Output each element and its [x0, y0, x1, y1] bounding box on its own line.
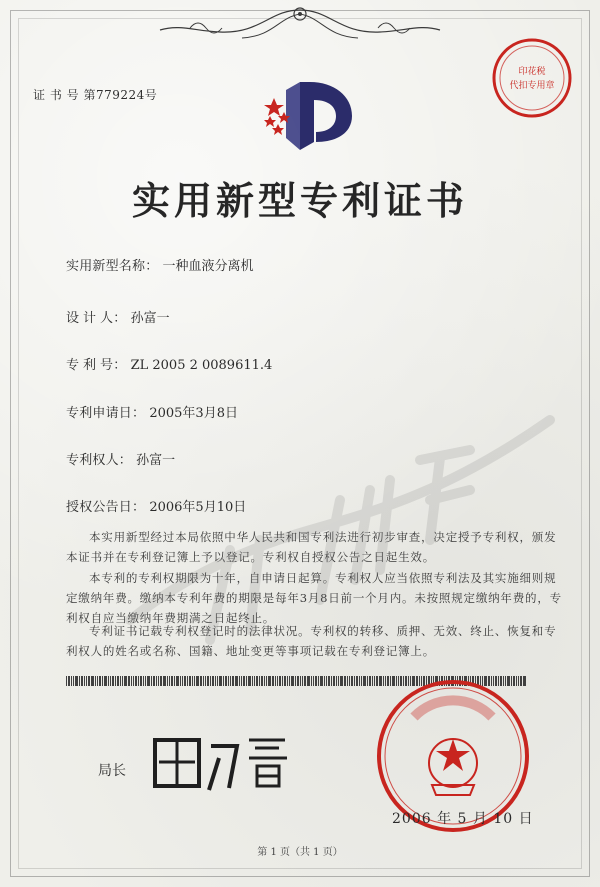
barcode-bar — [75, 676, 78, 686]
barcode-bar — [359, 676, 360, 686]
field-label: 专利申请日： — [66, 405, 146, 420]
barcode-bar — [217, 676, 218, 686]
barcode-bar — [338, 676, 339, 686]
barcode-bar — [356, 676, 358, 686]
barcode-bar — [167, 676, 168, 686]
barcode-bar — [302, 676, 303, 686]
barcode-bar — [328, 676, 330, 686]
barcode-bar — [117, 676, 119, 686]
barcode-bar — [256, 676, 258, 686]
barcode-bar — [174, 676, 175, 686]
barcode-bar — [326, 676, 327, 686]
barcode-bar — [279, 676, 281, 686]
field-value: 2006年5月10日 — [149, 500, 247, 515]
barcode-bar — [133, 676, 134, 686]
barcode-bar — [275, 676, 276, 686]
barcode-bar — [81, 676, 83, 686]
barcode-bar — [99, 676, 101, 686]
barcode-bar — [347, 676, 348, 686]
barcode-bar — [324, 676, 325, 686]
barcode-bar — [203, 676, 204, 686]
field-value: 孙富一 — [136, 453, 176, 468]
barcode-bar — [223, 676, 224, 686]
barcode-bar — [187, 676, 188, 686]
barcode-bar — [145, 676, 146, 686]
barcode-bar — [147, 676, 150, 686]
paragraph-legal-status: 专利证书记载专利权登记时的法律状况。专利权的转移、质押、无效、终止、恢复和专利权人的姓名或名称、国籍、地址变更等事项记载在专利登记簿上。 — [66, 624, 557, 658]
barcode-bar — [287, 676, 288, 686]
barcode-bar — [169, 676, 170, 686]
certificate-number — [33, 86, 157, 103]
barcode-bar — [232, 676, 234, 686]
field-value: ZL 2005 2 0089611.4 — [130, 358, 273, 373]
field-label: 专利权人： — [66, 452, 133, 467]
barcode-bar — [219, 676, 222, 686]
barcode-bar — [313, 676, 314, 686]
director-signature — [145, 728, 295, 798]
page-title: 实用新型专利证书 — [131, 178, 468, 223]
barcode-bar — [261, 676, 263, 686]
field-patent-number — [66, 354, 272, 373]
barcode-bar — [252, 676, 253, 686]
barcode-bar — [277, 676, 278, 686]
barcode-bar — [79, 676, 80, 686]
barcode-bar — [86, 676, 87, 686]
barcode-bar — [215, 676, 216, 686]
barcode-bar — [112, 676, 114, 686]
barcode-bar — [351, 676, 353, 686]
certificate-number-label: 证 书 号 — [33, 88, 80, 102]
barcode-bar — [264, 676, 265, 686]
barcode-bar — [320, 676, 323, 686]
barcode-bar — [272, 676, 274, 686]
barcode-bar — [372, 676, 373, 686]
barcode-bar — [189, 676, 191, 686]
barcode-bar — [151, 676, 152, 686]
svg-text:印花税: 印花税 — [518, 67, 546, 77]
barcode-bar — [333, 676, 335, 686]
barcode-bar — [340, 676, 343, 686]
field-label: 设 计 人： — [66, 310, 127, 325]
field-value: 2005年3月8日 — [149, 406, 238, 421]
director-label: 局长 — [98, 763, 126, 779]
barcode-bar — [291, 676, 294, 686]
barcode-bar — [243, 676, 245, 686]
barcode-bar — [336, 676, 337, 686]
barcode-bar — [284, 676, 286, 686]
barcode-bar — [367, 676, 368, 686]
field-label: 专 利 号： — [66, 357, 127, 372]
barcode-bar — [295, 676, 296, 686]
barcode-bar — [84, 676, 85, 686]
barcode-bar — [344, 676, 346, 686]
barcode-bar — [207, 676, 209, 686]
barcode-bar — [300, 676, 301, 686]
paragraph-grant-decision: 本实用新型经过本局依照中华人民共和国专利法进行初步审查，决定授予专利权，颁发本证书并在专利登记簿上予以登记。专利权自授权公告之日起生效。 — [66, 530, 557, 564]
field-application-date — [66, 402, 238, 421]
field-label: 实用新型名称： — [66, 258, 159, 273]
field-patentee — [66, 449, 175, 468]
svg-text:代扣专用章: 代扣专用章 — [509, 81, 555, 91]
field-value: 一种血液分离机 — [162, 259, 254, 274]
barcode-bar — [184, 676, 186, 686]
barcode-bar — [180, 676, 181, 686]
barcode-bar — [68, 676, 70, 686]
barcode-bar — [363, 676, 366, 686]
barcode-bar — [122, 676, 123, 686]
barcode-bar — [205, 676, 206, 686]
barcode-bar — [331, 676, 332, 686]
field-value: 孙富一 — [130, 311, 170, 326]
barcode-bar — [140, 676, 142, 686]
barcode-bar — [108, 676, 109, 686]
barcode-bar — [212, 676, 214, 686]
barcode-bar — [192, 676, 193, 686]
barcode-bar — [369, 676, 371, 686]
barcode-bar — [110, 676, 111, 686]
barcode-bar — [163, 676, 166, 686]
barcode-bar — [266, 676, 267, 686]
barcode-bar — [73, 676, 74, 686]
barcode-bar — [354, 676, 355, 686]
paragraph-term-and-fees: 本专利的专利权期限为十年，自申请日起算。专利权人应当依照专利法及其实施细则规定缴纳年费。缴纳本专利年费的期限是每年3月8日前一个月内。未按照规定缴纳年费的，专利权自应当缴纳年费期满之日起终止。 — [66, 571, 562, 625]
barcode-bar — [88, 676, 90, 686]
barcode-bar — [307, 676, 310, 686]
barcode-bar — [282, 676, 283, 686]
barcode-bar — [228, 676, 229, 686]
barcode-bar — [289, 676, 290, 686]
barcode-bar — [71, 676, 72, 686]
barcode-bar — [124, 676, 127, 686]
barcode-bar — [95, 676, 96, 686]
barcode-bar — [235, 676, 238, 686]
barcode-bar — [97, 676, 98, 686]
barcode-bar — [66, 676, 67, 686]
barcode-bar — [230, 676, 231, 686]
barcode-bar — [171, 676, 173, 686]
issue-date: 2006 年 5 月 10 日 — [392, 811, 534, 827]
barcode-bar — [311, 676, 312, 686]
barcode-bar — [176, 676, 179, 686]
barcode-bar — [200, 676, 202, 686]
barcode-bar — [128, 676, 130, 686]
barcode-bar — [239, 676, 240, 686]
barcode-bar — [194, 676, 195, 686]
barcode-bar — [268, 676, 271, 686]
barcode-bar — [315, 676, 317, 686]
barcode-bar — [153, 676, 155, 686]
barcode-bar — [131, 676, 132, 686]
field-label: 授权公告日： — [66, 499, 146, 514]
tax-stamp-seal — [490, 36, 574, 120]
barcode-bar — [246, 676, 247, 686]
barcode-bar — [91, 676, 94, 686]
barcode-bar — [196, 676, 199, 686]
page-number: 第 1 页（共 1 页） — [257, 847, 343, 858]
field-utility-model-name — [66, 255, 254, 274]
barcode-bar — [304, 676, 306, 686]
certificate-number-value: 第779224号 — [83, 88, 158, 102]
barcode-bar — [156, 676, 157, 686]
barcode-bar — [120, 676, 121, 686]
barcode-bar — [259, 676, 260, 686]
barcode-bar — [182, 676, 183, 686]
field-grant-announcement-date — [66, 496, 246, 515]
barcode-bar — [297, 676, 299, 686]
barcode-bar — [210, 676, 211, 686]
barcode-bar — [241, 676, 242, 686]
barcode-bar — [135, 676, 137, 686]
barcode-bar — [143, 676, 144, 686]
barcode-bar — [102, 676, 103, 686]
barcode-bar — [349, 676, 350, 686]
barcode-bar — [318, 676, 319, 686]
field-designer — [66, 307, 170, 326]
barcode-bar — [361, 676, 362, 686]
barcode-bar — [115, 676, 116, 686]
top-ornament-icon — [150, 4, 450, 42]
barcode-bar — [225, 676, 227, 686]
barcode-bar — [138, 676, 139, 686]
barcode-bar — [158, 676, 159, 686]
barcode-bar — [254, 676, 255, 686]
barcode-bar — [160, 676, 162, 686]
barcode-bar — [104, 676, 107, 686]
patent-office-logo-icon — [256, 72, 356, 160]
barcode-bar — [248, 676, 251, 686]
